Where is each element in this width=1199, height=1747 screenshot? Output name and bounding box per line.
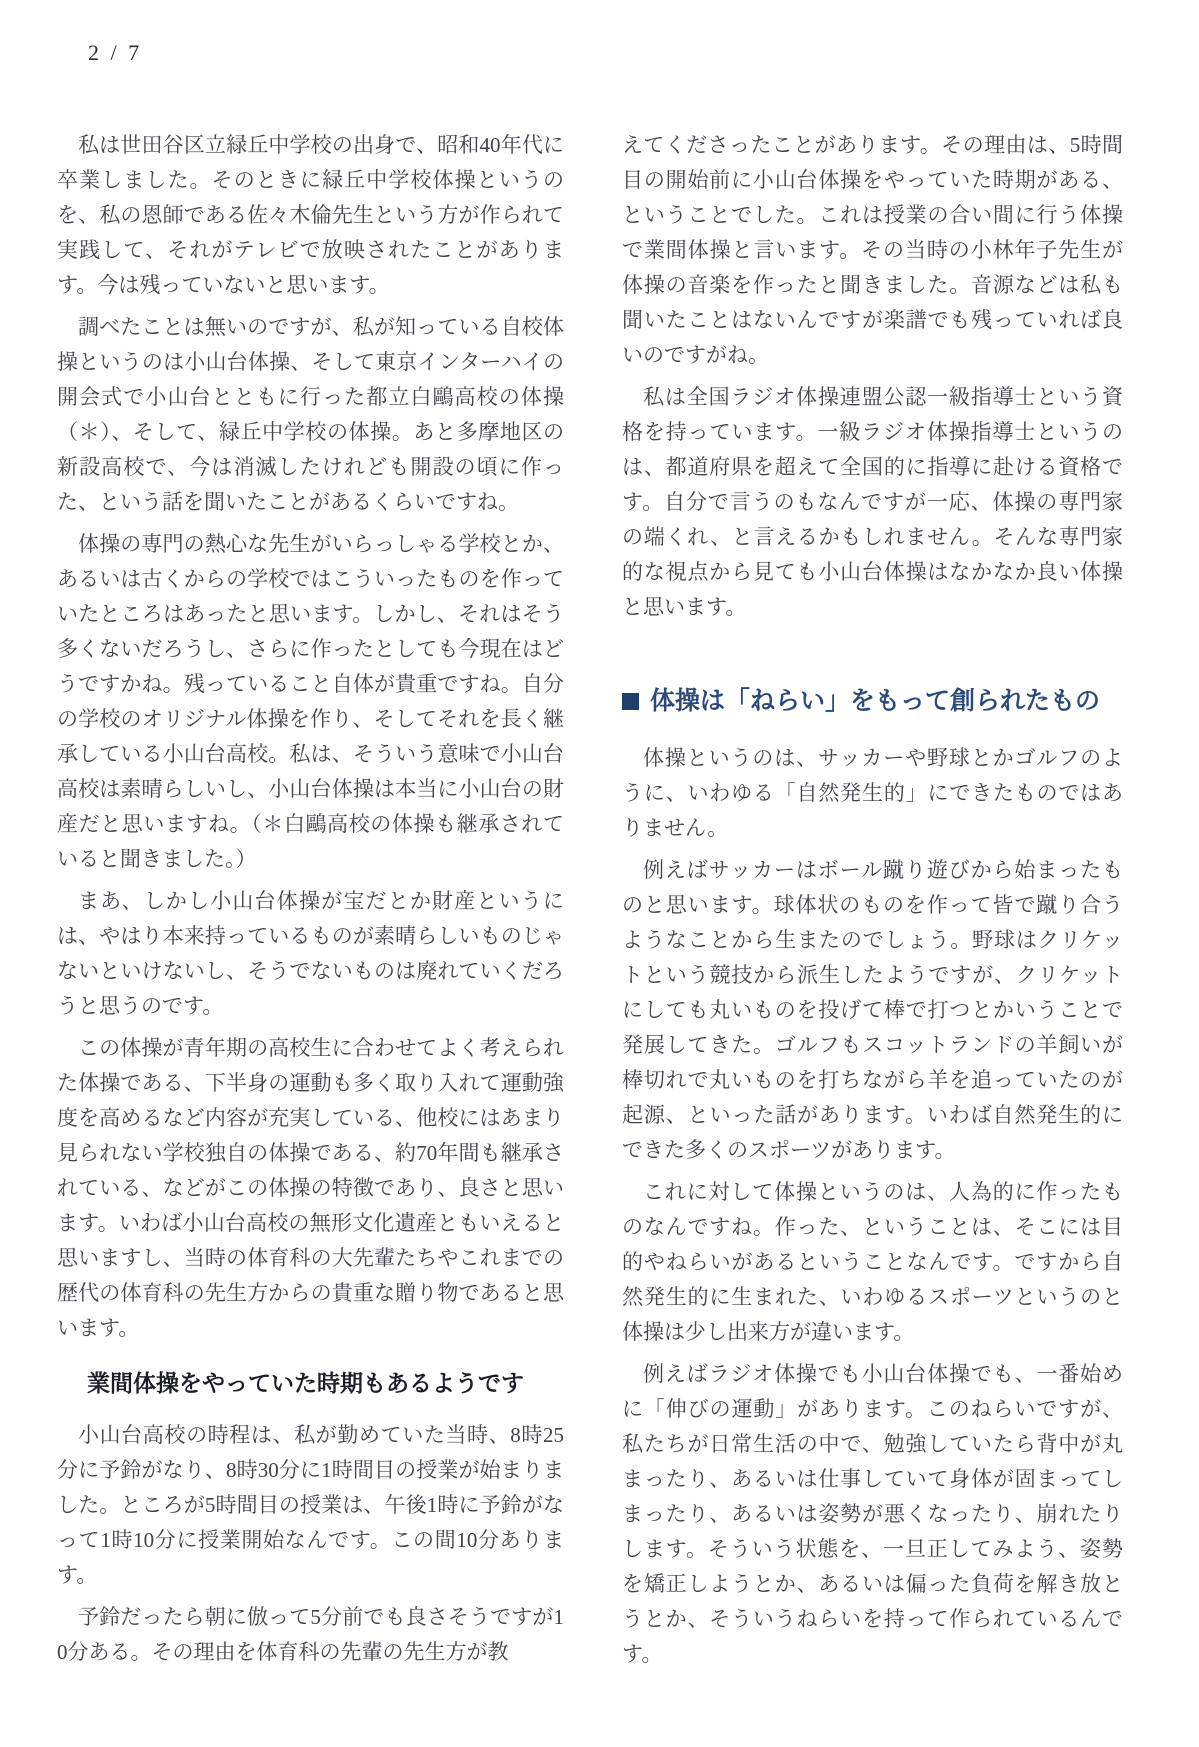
paragraph: 私は世田谷区立緑丘中学校の出身で、昭和40年代に卒業しました。そのときに緑丘中学校体操というのを、私の恩師である佐々木倫先生という方が作られて実践して、それがテレビで放映されたことがあります。今は残っていないと思います。 [57,133,564,297]
paragraph: えてくださったことがあります。その理由は、5時間目の開始前に小山台体操をやっていた時期がある、ということでした。これは授業の合い間に行う体操で業間体操と言います。その当時の小林年子先生が体操の音楽を作ったと聞きました。音源などは私も聞いたことはないんですが楽譜でも残っていれば良いのですがね。 [622,133,1123,367]
paragraph: 例えばラジオ体操でも小山台体操でも、一番始めに「伸びの運動」があります。このねらいですが、私たちが日常生活の中で、勉強していたら背中が丸まったり、あるいは仕事していて身体が固まってしまったり、あるいは姿勢が悪くなったり、崩れたりします。そういう状態を、一旦正してみよう、姿勢を矯正しようとか、あるいは偏った負荷を解き放とうとか、そういうねらいを持って作られているんです。 [622,1362,1123,1666]
paragraph: 例えばサッカーはボール蹴り遊びから始まったものと思います。球体状のものを作って皆で蹴り合うようなことから生またのでしょう。野球はクリケットという競技から派生したようですが、クリケットにしても丸いものを投げて棒で打つとかいうことで発展してきた。ゴルフもスコットランドの羊飼いが棒切れで丸いものを打ちながら羊を追っていたのが起源、といった話があります。いわば自然発生的にできた多くのスポーツがあります。 [622,858,1123,1162]
page-number: 2 / 7 [88,40,143,65]
paragraph: これに対して体操というのは、人為的に作ったものなんですね。作った、ということは、そこには目的やねらいがあるということなんです。ですから自然発生的に生まれた、いわゆるスポーツというのと体操は少し出来方が違います。 [622,1180,1123,1344]
paragraph: 小山台高校の時程は、私が勤めていた当時、8時25分に予鈴がなり、8時30分に1時間目の授業が始まりました。ところが5時間目の授業は、午後1時に予鈴がなって1時10分に授業開始なんです。この間10分あります。 [57,1423,564,1587]
paragraph: 体操の専門の熱心な先生がいらっしゃる学校とか、あるいは古くからの学校ではこういったものを作っていたところはあったと思います。しかし、それはそう多くないだろうし、さらに作ったとしても今現在はどうですかね。残っていること自体が貴重ですね。自分の学校のオリジナル体操を作り、そしてそれを長く継承している小山台高校。私は、そういう意味で小山台高校は素晴らしいし、小山台体操は本当に小山台の財産だと思いますね。（＊白鷗高校の体操も継承されていると聞きました。） [57,532,564,871]
square-bullet-icon [622,693,639,710]
paragraph: まあ、しかし小山台体操が宝だとか財産というには、やはり本来持っているものが素晴らしいものじゃないといけないし、そうでないものは廃れていくだろうと思うのです。 [57,889,564,1018]
paragraph: 予鈴だったら朝に倣って5分前でも良さそうですが10分ある。その理由を体育科の先輩の先生方が教 [57,1605,564,1664]
section-heading [622,685,1123,717]
paragraph: 体操というのは、サッカーや野球とかゴルフのように、いわゆる「自然発生的」にできたものではありません。 [622,746,1123,840]
paragraph: この体操が青年期の高校生に合わせてよく考えられた体操である、下半身の運動も多く取り入れて運動強度を高めるなど内容が充実している、他校にはあまり見られない学校独自の体操である、約70年間も継承されている、などがこの体操の特徴であり、良さと思います。いわば小山台高校の無形文化遺産ともいえると思いますし、当時の体育科の大先輩たちやこれまでの歴代の体育科の先生方からの貴重な贈り物であると思います。 [57,1036,564,1340]
subsection-heading: 業間体操をやっていた時期もあるようです [87,1370,524,1396]
left-column [57,128,564,1679]
paragraph: 調べたことは無いのですが、私が知っている自校体操というのは小山台体操、そして東京インターハイの開会式で小山台とともに行った都立白鷗高校の体操（＊）、そして、緑丘中学校の体操。あと多摩地区の新設高校で、今は消滅したけれども開設の頃に作った、という話を聞いたことがあるくらいですね。 [57,315,564,514]
right-column [622,128,1123,1679]
text-columns [57,128,1123,1679]
section-heading-label: 体操は「ねらい」をもって創られたもの [650,687,1101,715]
paragraph: 私は全国ラジオ体操連盟公認一級指導士という資格を持っています。一級ラジオ体操指導士というのは、都道府県を超えて全国的に指導に赴ける資格です。自分で言うのもなんですが一応、体操の専門家の端くれ、と言えるかもしれません。そんな専門家的な視点から見ても小山台体操はなかなか良い体操と思います。 [622,385,1123,619]
